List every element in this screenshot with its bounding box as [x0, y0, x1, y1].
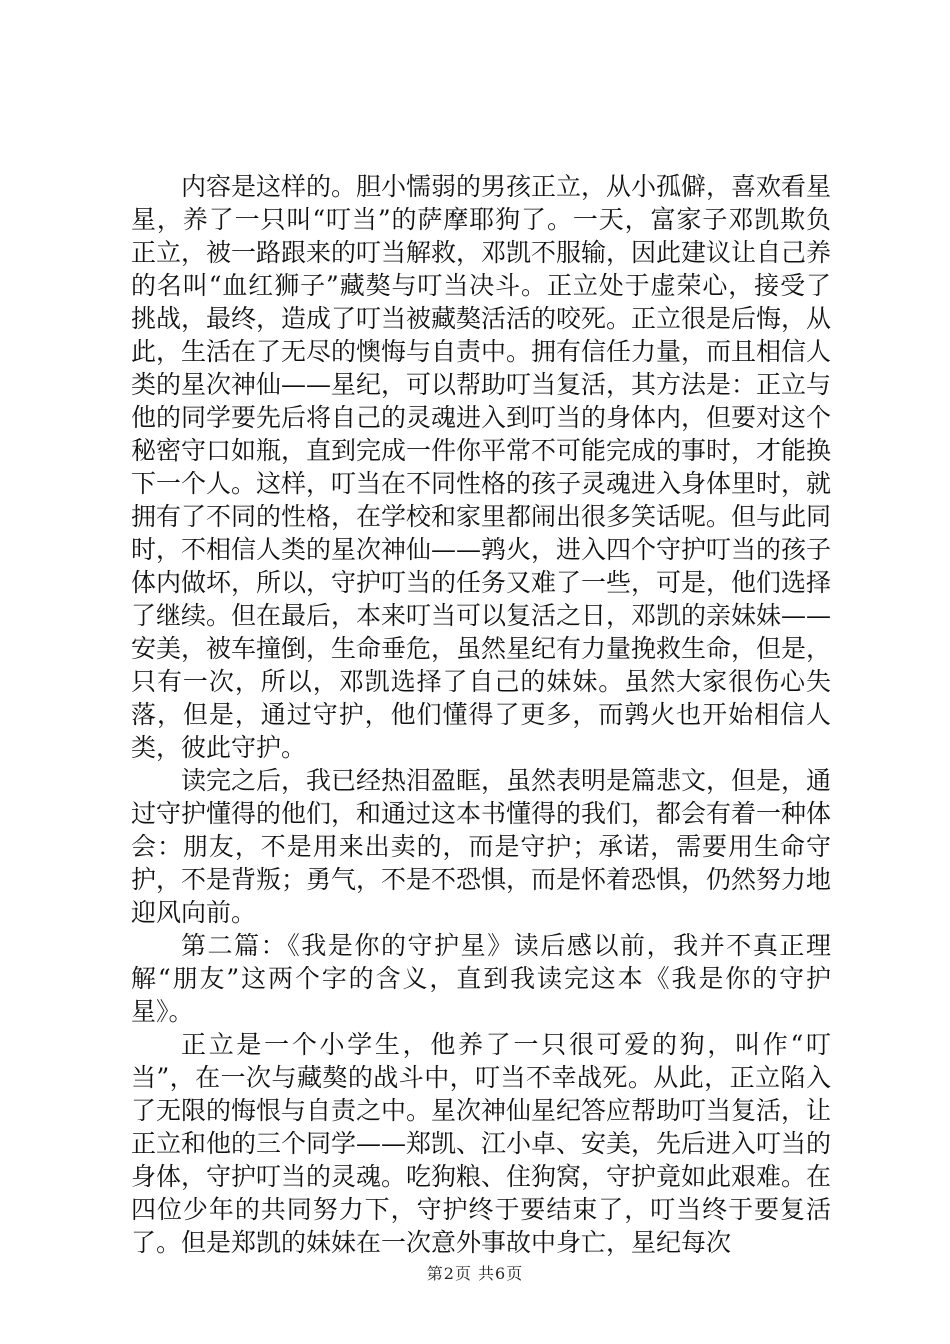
paragraph-1: 内容是这样的。胆小懦弱的男孩正立，从小孤僻，喜欢看星星，养了一只叫“叮当”的萨摩耶狗了。一天，富家子邓凯欺负正立，被一路跟来的叮当解救，邓凯不服输，因此建议让自己养的名叫“血红狮子”藏獒与叮当决斗。正立处于虚荣心，接受了挑战，最终，造成了叮当被藏獒活活的咬死。正立很是后悔，从此，生活在了无尽的懊悔与自责中。拥有信任力量，而且相信人类的星次神仙——星纪，可以帮助叮当复活，其方法是：正立与他的同学要先后将自己的灵魂进入到叮当的身体内，但要对这个秘密守口如瓶，直到完成一件你平常不可能完成的事时，才能换下一个人。这样，叮当在不同性格的孩子灵魂进入身体里时，就拥有了不同的性格，在学校和家里都闹出很多笑话呢。但与此同时，不相信人类的星次神仙——鹑火，进入四个守护叮当的孩子体内做坏，所以，守护叮当的任务又难了一些，可是，他们选择了继续。但在最后，本来叮当可以复活之日，邓凯的亲妹妹——安美，被车撞倒，生命垂危，虽然星纪有力量挽救生命，但是，只有一次，所以，邓凯选择了自己的妹妹。虽然大家很伤心失落，但是，通过守护，他们懂得了更多，而鹑火也开始相信人类，彼此守护。: [131, 172, 832, 762]
body-text: [131, 170, 831, 1259]
page-footer: 第2页 共6页: [426, 1264, 524, 1283]
paragraph-2: 读完之后，我已经热泪盈眶，虽然表明是篇悲文，但是，通过守护懂得的他们，和通过这本书懂得的我们，都会有着一种体会：朋友，不是用来出卖的，而是守护；承诺，需要用生命守护，不是背叛；勇气，不是不恐惧，而是怀着恐惧，仍然努力地迎风向前。: [131, 766, 832, 927]
paragraph-4: 正立是一个小学生，他养了一只很可爱的狗，叫作“叮当”，在一次与藏獒的战斗中，叮当不幸战死。从此，正立陷入了无限的悔恨与自责之中。星次神仙星纪答应帮助叮当复活，让正立和他的三个同学——郑凯、江小卓、安美，先后进入叮当的身体，守护叮当的灵魂。吃狗粮、住狗窝，守护竟如此艰难。在四位少年的共同努力下，守护终于要结束了，叮当终于要复活了。但是郑凯的妹妹在一次意外事故中身亡，星纪每次: [131, 1030, 832, 1257]
paragraph-3: 第二篇：《我是你的守护星》读后感以前，我并不真正理解“朋友”这两个字的含义，直到我读完这本《我是你的守护星》。: [131, 931, 831, 1026]
